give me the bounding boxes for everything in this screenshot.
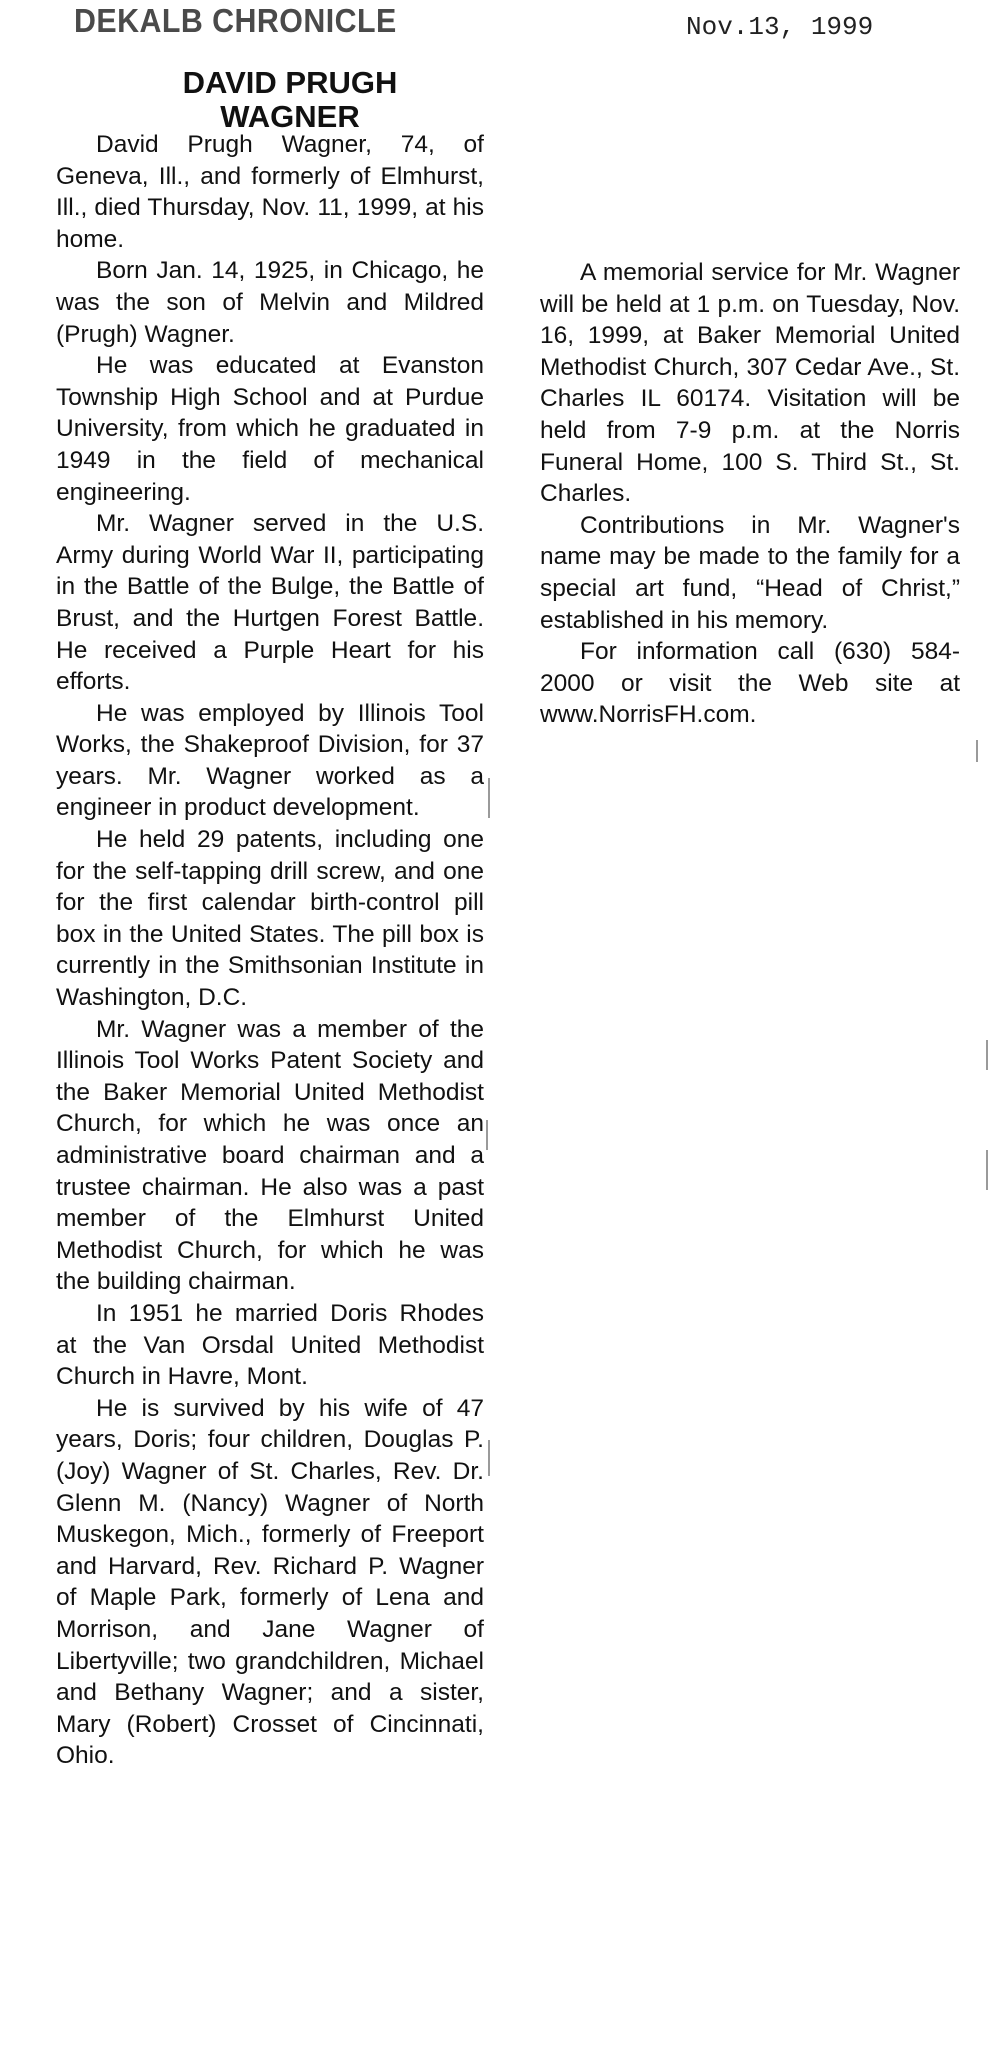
paragraph-contributions: Contributions in Mr. Wagner's name may be made to the family for a special art fund, “Head of Christ,” established in his memory. xyxy=(540,511,960,634)
paragraph-marriage: In 1951 he married Doris Rhodes at the Van Orsdal United Methodist Church in Havre, Mont. xyxy=(56,1299,484,1391)
paragraph-memberships: Mr. Wagner was a member of the Illinois Tool Works Patent Society and the Baker Memorial United Methodist Church, for which he was once an administrative board chairman and a trustee chairman. He also was a past member of the Elmhurst United Methodist Church, for which he was the building chairman. xyxy=(56,1015,484,1296)
scan-speck xyxy=(986,1040,988,1070)
headline-line-1: DAVID PRUGH xyxy=(182,65,398,100)
scan-speck xyxy=(986,1150,988,1190)
paragraph-birth: Born Jan. 14, 1925, in Chicago, he was the son of Melvin and Mildred (Prugh) Wagner. xyxy=(56,257,484,348)
scan-speck xyxy=(488,778,490,818)
paragraph-memorial-service: A memorial service for Mr. Wagner will be held at 1 p.m. on Tuesday, Nov. 16, 1999, at Baker Memorial United Methodist Church, 307 Cedar Ave., St. Charles IL 60174. Visitation will be held from 7-9 p.m. at the Norris Funeral Home, 100 S. Third St., St. Charles. xyxy=(540,259,960,508)
paragraph-employment: He was employed by Illinois Tool Works, the Shakeproof Division, for 37 years. Mr. Wagner worked as a engineer in product development. xyxy=(56,699,484,822)
newspaper-masthead: DEKALB CHRONICLE xyxy=(74,2,397,39)
left-column xyxy=(56,129,484,1772)
paragraph-patents: He held 29 patents, including one for the self-tapping drill screw, and one for the first calendar birth-control pill box in the United States. The pill box is currently in the Smithsonian Institute in Washington, D.C. xyxy=(56,826,484,1012)
scan-speck xyxy=(488,1440,490,1476)
headline-line-2: WAGNER xyxy=(220,99,360,134)
obituary-headline xyxy=(120,66,460,134)
right-column xyxy=(540,257,960,731)
clipping-date: Nov.13, 1999 xyxy=(686,12,874,42)
scan-speck xyxy=(976,740,978,762)
paragraph-military-service: Mr. Wagner served in the U.S. Army during World War II, participating in the Battle of the Bulge, the Battle of Brust, and the Hurtgen Forest Battle. He received a Purple Heart for his efforts. xyxy=(56,510,484,696)
paragraph-survivors: He is survived by his wife of 47 years, Doris; four children, Douglas P. (Joy) Wagner of St. Charles, Rev. Dr. Glenn M. (Nancy) Wagner of North Muskegon, Mich., formerly of Freeport and Harvard, Rev. Richard P. Wagner of Maple Park, formerly of Lena and Morrison, and Jane Wagner of Libertyville; two grandchildren, Michael and Bethany Wagner; and a sister, Mary (Robert) Crosset of Cincinnati, Ohio. xyxy=(56,1394,484,1770)
paragraph-contact-info: For information call (630) 584-2000 or visit the Web site at www.NorrisFH.com. xyxy=(540,638,960,729)
paragraph-education: He was educated at Evanston Township High School and at Purdue University, from which he graduated in 1949 in the field of mechanical engineering. xyxy=(56,352,484,506)
scan-speck xyxy=(486,1120,488,1150)
paragraph-death-notice: David Prugh Wagner, 74, of Geneva, Ill., and formerly of Elmhurst, Ill., died Thursday, Nov. 11, 1999, at his home. xyxy=(56,131,484,253)
